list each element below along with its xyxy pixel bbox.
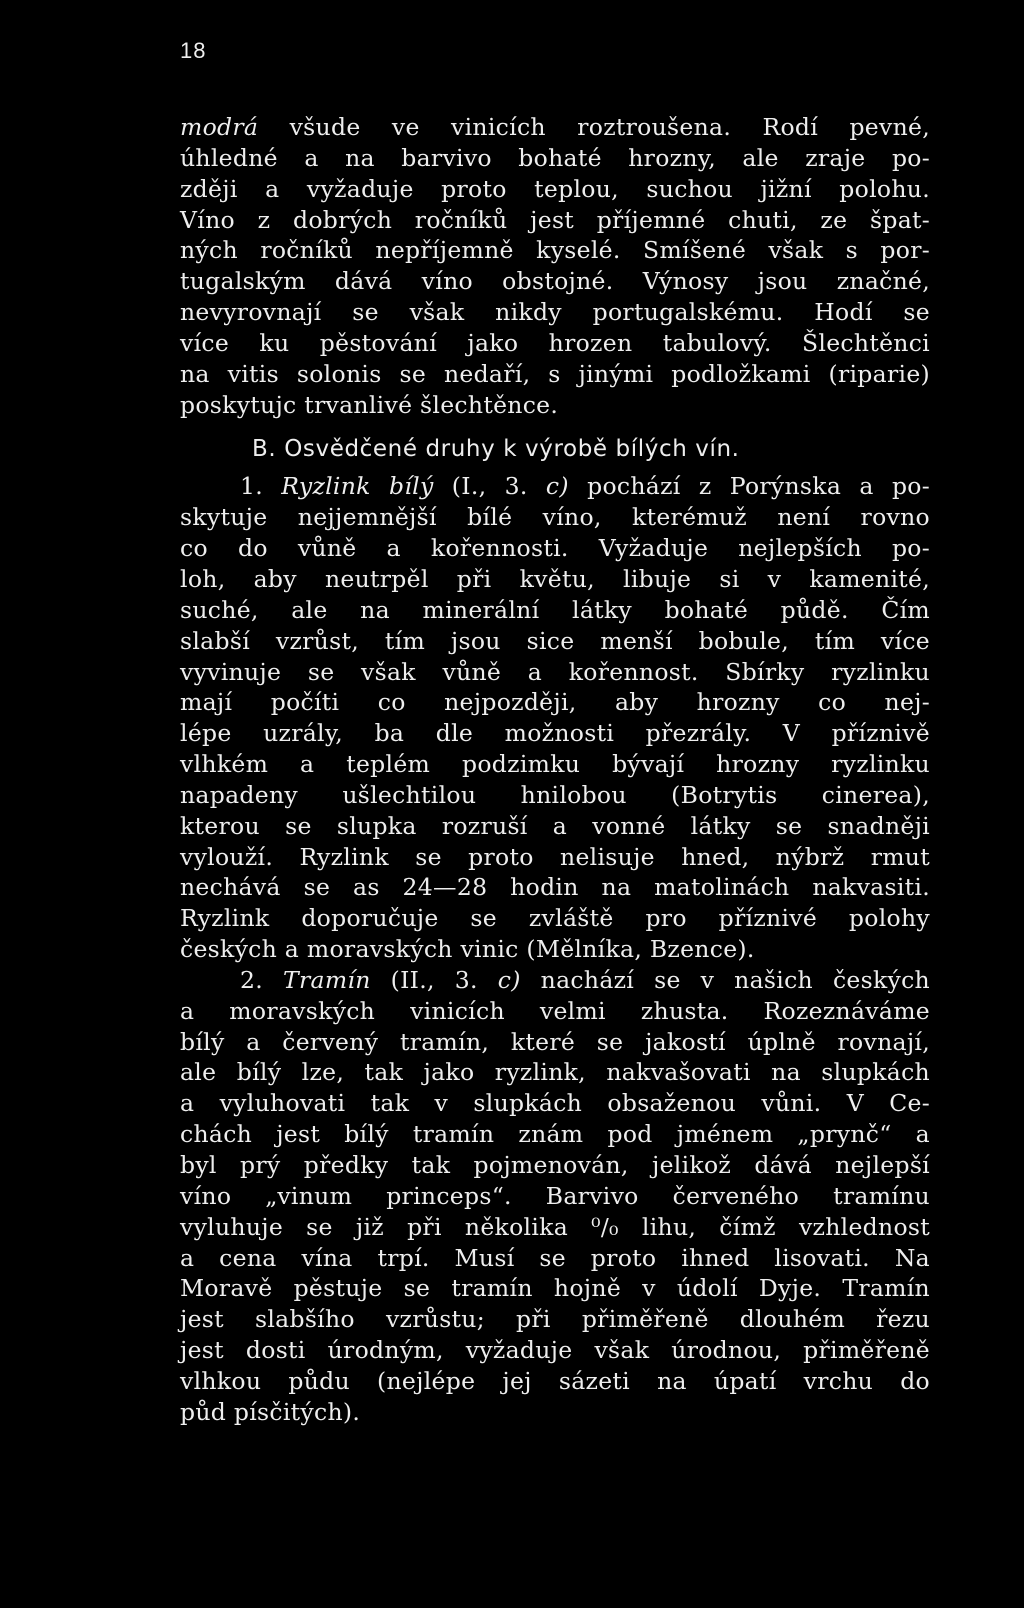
text-line: jest slabšího vzrůstu; při přiměřeně dlouhém řezu	[180, 1305, 930, 1334]
text-line: Víno z dobrých ročníků jest příjemné chuti, ze špat-	[180, 205, 930, 234]
text-line: více ku pěstování jako hrozen tabulový. Šlechtěnci	[180, 328, 930, 357]
text-line: loh, aby neutrpěl při květu, libuje si v kamenité,	[180, 564, 930, 593]
text-line: slabší vzrůst, tím jsou sice menší bobule, tím více	[180, 626, 930, 655]
text-line: poskytujc trvanlivé šlechtěnce.	[180, 390, 559, 419]
text-line: byl prý předky tak pojmenován, jelikož dává nejlepší	[180, 1151, 930, 1179]
text-line: modrá všude ve vinicích roztroušena. Rodí pevné,	[180, 113, 930, 141]
text-line: půd písčitých).	[180, 1397, 361, 1426]
text-line: co do vůně a kořennosti. Vyžaduje nejlepších po-	[180, 534, 930, 563]
text-line: a vyluhovati tak v slupkách obsaženou vůni. V Ce-	[180, 1089, 930, 1118]
text-line: jest dosti úrodným, vyžaduje však úrodnou, přiměřeně	[180, 1336, 930, 1365]
text-line: nechává se as 24—28 hodin na matolinách nakvasiti.	[180, 873, 930, 902]
text-line: napadeny ušlechtilou hnilobou (Botrytis cinerea),	[180, 780, 930, 809]
italic-term: modrá	[180, 113, 259, 141]
section-heading: B. Osvědčené druhy k výrobě bílých vín.	[252, 436, 740, 463]
text-line: tugalským dává víno obstojné. Výnosy jsou značné,	[180, 267, 930, 296]
body-text	[180, 112, 930, 1428]
text-line: a cena vína trpí. Musí se proto ihned lisovati. Na	[180, 1243, 930, 1272]
text-line: Moravě pěstuje se tramín hojně v údolí Dyje. Tramín	[180, 1274, 930, 1303]
text-line: víno „vinum princeps“. Barvivo červeného tramínu	[180, 1181, 930, 1210]
text-line: vylouží. Ryzlink se proto nelisuje hned, nýbrž rmut	[180, 842, 930, 871]
text-line: a moravských vinicích velmi zhusta. Rozeznáváme	[180, 996, 930, 1025]
text-line: kterou se slupka rozruší a vonné látky se snadněji	[180, 811, 930, 840]
page-number: 18	[180, 38, 207, 63]
text-line: lépe uzrály, ba dle možnosti přezrály. V příznivě	[180, 719, 930, 748]
text-line: úhledné a na barvivo bohaté hrozny, ale zraje po-	[180, 143, 930, 172]
text-line: 2. Tramín (II., 3. c) nachází se v našich českých	[240, 965, 930, 994]
text-line: vyvinuje se však vůně a kořennost. Sbírky ryzlinku	[180, 657, 930, 686]
text-line: českých a moravských vinic (Mělníka, Bzence).	[180, 935, 755, 964]
text-line: mají počíti co nejpozději, aby hrozny co nej-	[180, 688, 930, 717]
text-line: skytuje nejjemnější bílé víno, kterémuž není rovno	[180, 503, 930, 532]
text-line: Ryzlink doporučuje se zvláště pro příznivé polohy	[180, 904, 930, 933]
text-line: bílý a červený tramín, které se jakostí úplně rovnají,	[180, 1027, 930, 1056]
variety-name: Tramín	[283, 965, 371, 994]
text-line: na vitis solonis se nedaří, s jinými podložkami (riparie)	[180, 359, 930, 388]
variety-name: Ryzlink bílý	[281, 472, 434, 501]
text-line: zději a vyžaduje proto teplou, suchou jižní polohu.	[180, 174, 930, 203]
text-line: ných ročníků nepříjemně kyselé. Smíšené však s por-	[180, 236, 930, 265]
text-line: vlhkém a teplém podzimku bývají hrozny ryzlinku	[180, 750, 930, 779]
text-line: vyluhuje se již při několika ⁰/₀ lihu, čímž vzhlednost	[180, 1212, 930, 1241]
text-line: nevyrovnají se však nikdy portugalskému. Hodí se	[180, 298, 930, 327]
text-line: chách jest bílý tramín znám pod jménem „prynč“ a	[180, 1120, 930, 1149]
text-line: 1. Ryzlink bílý (I., 3. c) pochází z Porýnska a po-	[240, 472, 930, 501]
text-line: vlhkou půdu (nejlépe jej sázeti na úpatí vrchu do	[180, 1366, 930, 1395]
text-line: suché, ale na minerální látky bohaté půdě. Čím	[180, 595, 930, 624]
text-line: ale bílý lze, tak jako ryzlink, nakvašovati na slupkách	[180, 1058, 930, 1087]
